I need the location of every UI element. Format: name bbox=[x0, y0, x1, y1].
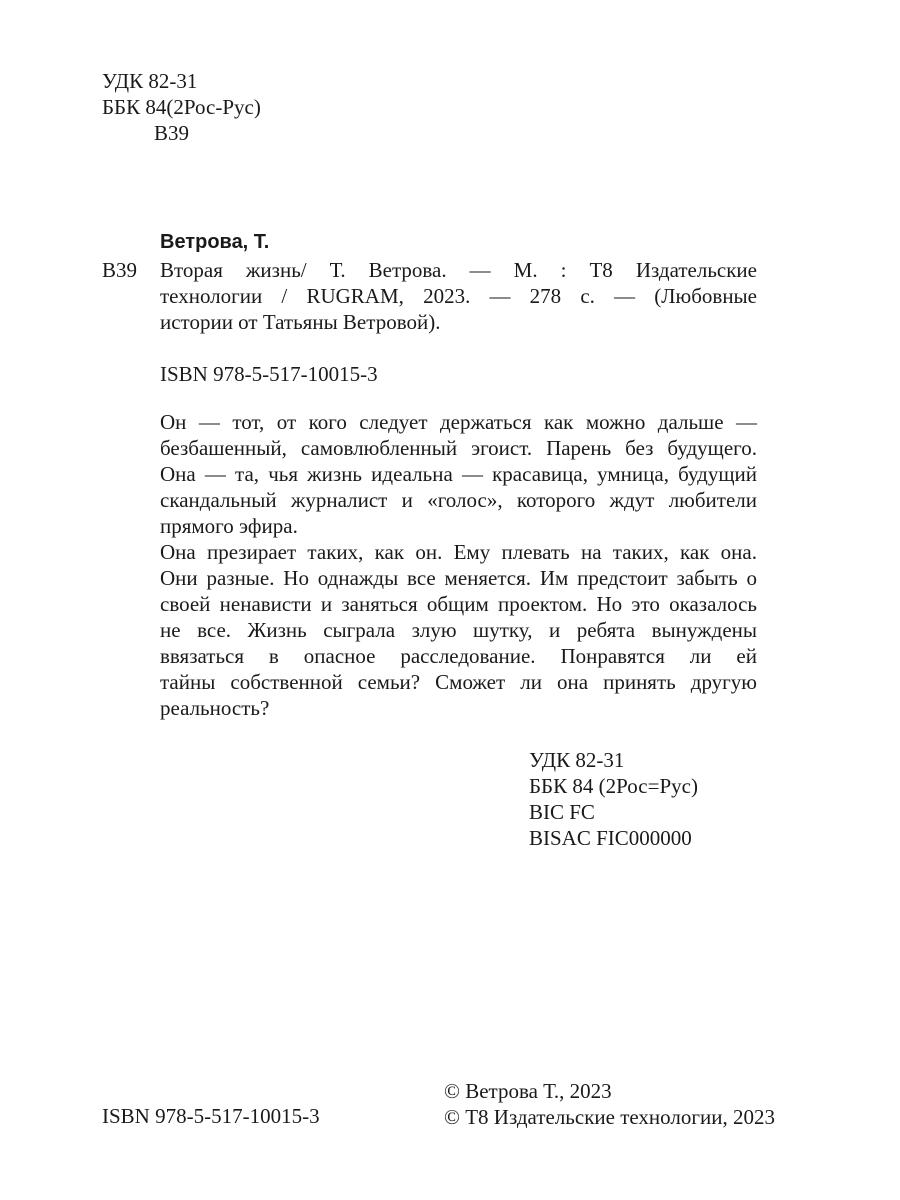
description-line: истории от Татьяны Ветровой). bbox=[160, 310, 441, 334]
annotation-line: не все. Жизнь сыграла злую шутку, и ребята вынуждены bbox=[160, 618, 757, 642]
entry-author-mark: В39 bbox=[102, 258, 138, 282]
classification-block-top bbox=[102, 68, 261, 146]
footer-isbn: ISBN 978-5-517-10015-3 bbox=[102, 1104, 320, 1128]
annotation-line: безбашенный, самовлюбленный эгоист. Парень без будущего. bbox=[160, 436, 757, 460]
bisac-code: BISAC FIC000000 bbox=[529, 826, 692, 850]
annotation-line: скандальный журналист и «голос», которого ждут любители bbox=[160, 488, 757, 512]
isbn-number: ISBN 978-5-517-10015-3 bbox=[160, 362, 378, 386]
annotation-line: ввязаться в опасное расследование. Понравятся ли ей bbox=[160, 644, 757, 668]
description-line: Вторая жизнь/ Т. Ветрова. — М. : Т8 Издательские bbox=[160, 258, 757, 282]
author-mark: В39 bbox=[154, 121, 190, 145]
annotation-line: Он — тот, от кого следует держаться как можно дальше — bbox=[160, 410, 757, 434]
bbk-code: ББК 84 (2Рос=Рус) bbox=[529, 774, 698, 798]
annotation-line: Она презирает таких, как он. Ему плевать на таких, как она. bbox=[160, 540, 757, 564]
bibliographic-description bbox=[160, 257, 757, 335]
bic-code: BIC FC bbox=[529, 800, 595, 824]
copyright-block bbox=[444, 1078, 775, 1130]
description-line: технологии / RUGRAM, 2023. — 278 с. — (Любовные bbox=[160, 284, 757, 308]
copyright-publisher: © Т8 Издательские технологии, 2023 bbox=[444, 1105, 775, 1129]
bbk-code: ББК 84(2Рос-Рус) bbox=[102, 95, 261, 119]
annotation bbox=[160, 409, 757, 721]
annotation-line: Они разные. Но однажды все меняется. Им предстоит забыть о bbox=[160, 566, 757, 590]
annotation-line: прямого эфира. bbox=[160, 514, 298, 538]
annotation-line: тайны собственной семьи? Сможет ли она принять другую bbox=[160, 670, 757, 694]
classification-block-bottom bbox=[529, 747, 698, 851]
udk-code: УДК 82-31 bbox=[529, 748, 625, 772]
copyright-author: © Ветрова Т., 2023 bbox=[444, 1079, 612, 1103]
udk-code: УДК 82-31 bbox=[102, 69, 198, 93]
annotation-line: своей ненависти и заняться общим проектом. Но это оказалось bbox=[160, 592, 757, 616]
annotation-line: Она — та, чья жизнь идеальна — красавица, умница, будущий bbox=[160, 462, 757, 486]
annotation-line: реальность? bbox=[160, 696, 270, 720]
entry-author: Ветрова, Т. bbox=[160, 231, 270, 253]
